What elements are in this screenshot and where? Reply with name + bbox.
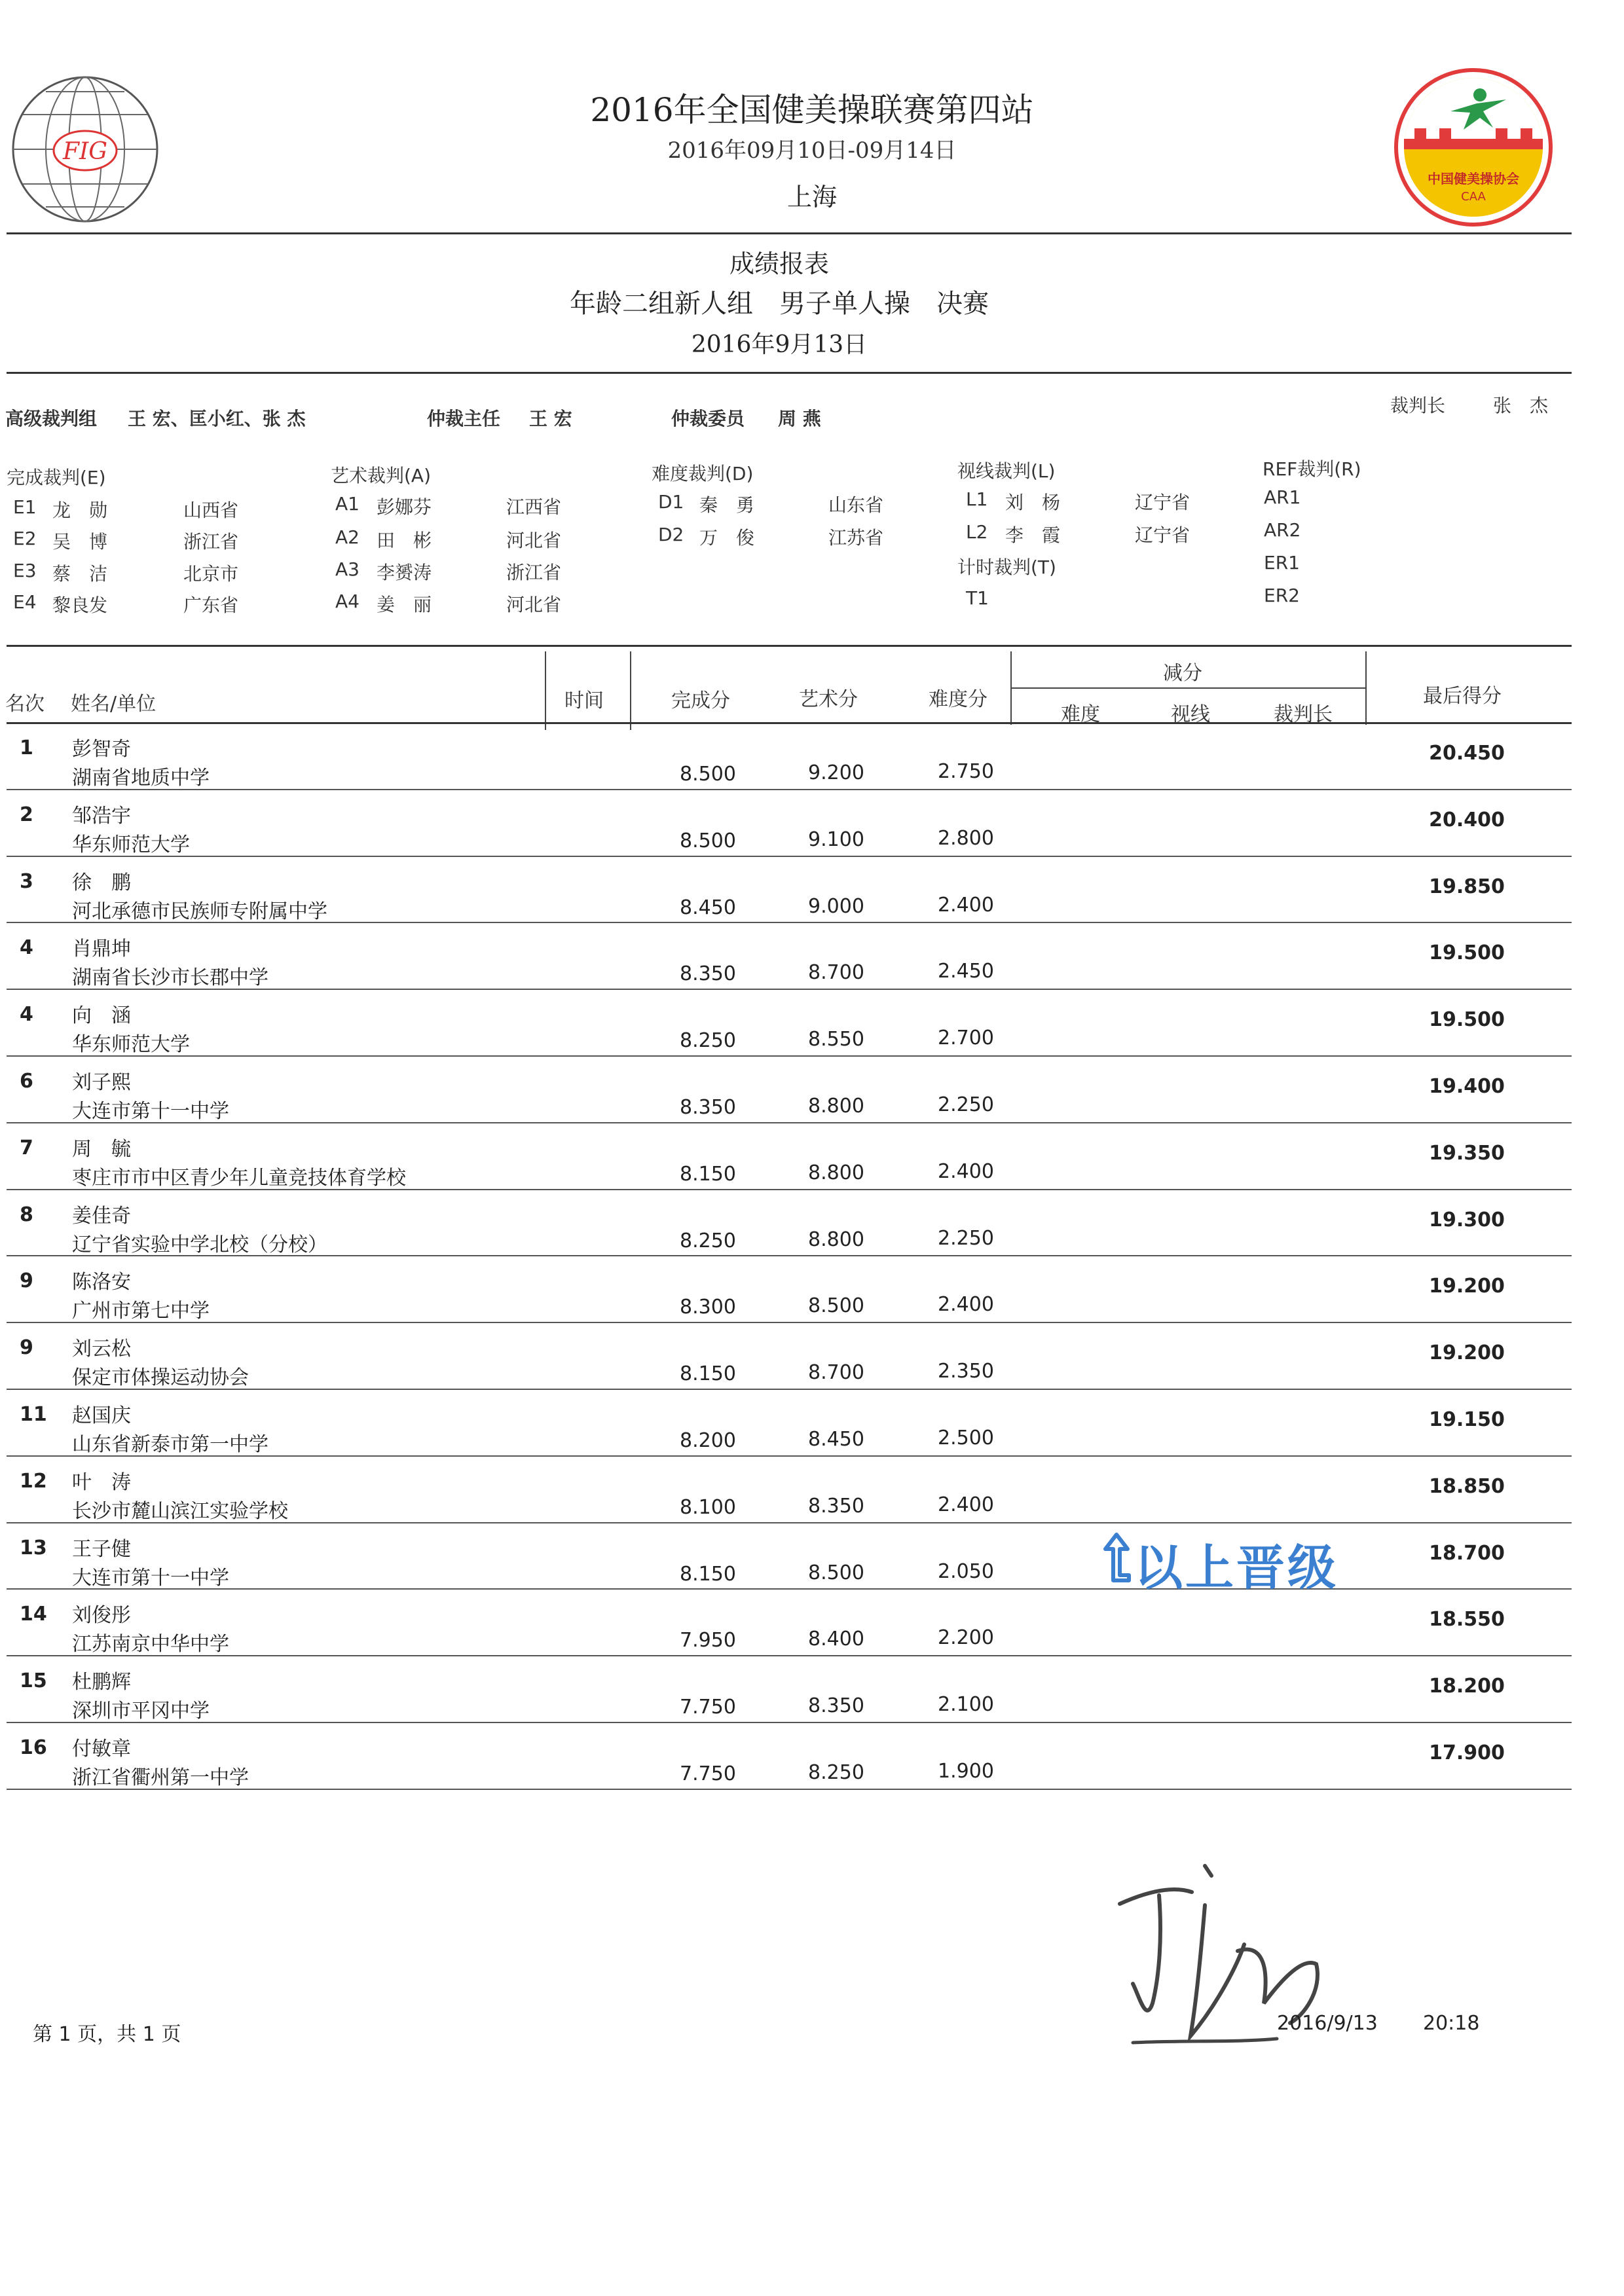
athlete-name: 彭智奇 [72, 738, 131, 761]
athlete-unit: 辽宁省实验中学北校（分校） [72, 1233, 327, 1256]
fig-logo-text: FIG [63, 138, 107, 165]
score-artistic: 9.100 [808, 828, 864, 851]
a2-name: 田 彬 [377, 530, 432, 551]
table-row-divider [7, 922, 1572, 923]
e2-code: E2 [13, 528, 37, 549]
page-info: 第 1 页，共 1 页 [33, 2023, 181, 2046]
athlete-name: 刘云松 [72, 1338, 131, 1361]
l1-code: L1 [966, 488, 988, 510]
l2-prov: 辽宁省 [1135, 524, 1190, 546]
score-artistic: 8.800 [808, 1228, 864, 1251]
ref-ar1: AR1 [1264, 486, 1301, 508]
score-execution: 8.500 [680, 829, 736, 852]
score-artistic: 8.800 [808, 1161, 864, 1184]
athlete-unit: 枣庄市市中区青少年儿童竞技体育学校 [72, 1166, 406, 1190]
score-difficulty: 2.800 [938, 826, 994, 850]
score-difficulty: 2.400 [938, 1159, 994, 1183]
score-difficulty: 1.900 [938, 1760, 994, 1783]
score-artistic: 8.250 [808, 1761, 864, 1784]
e2-name: 吴 博 [52, 531, 108, 553]
member-name: 周 燕 [778, 408, 821, 429]
result-rank: 16 [20, 1736, 47, 1759]
score-execution: 8.500 [680, 763, 736, 786]
athlete-unit: 深圳市平冈中学 [72, 1700, 210, 1723]
result-rank: 4 [20, 1003, 33, 1027]
supervisor-name: 王 宏 [529, 408, 572, 429]
table-row-divider [7, 1255, 1572, 1256]
athlete-unit: 大连市第十一中学 [72, 1100, 229, 1123]
e1-name: 龙 勋 [52, 500, 108, 521]
l1-prov: 辽宁省 [1135, 492, 1190, 513]
score-final: 18.700 [1429, 1541, 1505, 1565]
up-arrow-icon [1100, 1532, 1133, 1584]
athlete-unit: 华东师范大学 [72, 1033, 190, 1057]
chief-judge-label: 裁判长 [1390, 395, 1446, 416]
e1-code: E1 [13, 496, 37, 518]
l2-name: 李 霞 [1005, 524, 1061, 546]
ref-er1: ER1 [1264, 552, 1300, 574]
athlete-name: 杜鹏辉 [72, 1671, 131, 1694]
score-artistic: 8.700 [808, 1361, 864, 1385]
d1-name: 秦 勇 [699, 494, 755, 516]
chief-judge-name: 张 杰 [1493, 395, 1549, 416]
athlete-unit: 华东师范大学 [72, 833, 190, 856]
score-execution: 8.200 [680, 1429, 736, 1452]
score-artistic: 8.800 [808, 1095, 864, 1118]
a3-prov: 浙江省 [506, 562, 562, 583]
score-artistic: 8.450 [808, 1428, 864, 1451]
table-header-line [7, 722, 1572, 724]
a1-name: 彭娜芬 [377, 496, 432, 518]
event-city: 上海 [786, 183, 837, 211]
athlete-name: 向 涵 [72, 1004, 131, 1028]
event-dates: 2016年09月10日-09月14日 [667, 137, 957, 164]
table-row-divider [7, 1655, 1572, 1656]
advance-annotation [1100, 1524, 1388, 1596]
e3-name: 蔡 洁 [52, 563, 108, 585]
score-difficulty: 2.750 [938, 760, 994, 783]
a3-code: A3 [335, 558, 360, 580]
result-rank: 8 [20, 1203, 33, 1226]
header-artistic: 艺术分 [799, 688, 858, 711]
report-date: 2016年9月13日 [691, 331, 868, 358]
score-execution: 8.100 [680, 1495, 736, 1519]
score-difficulty: 2.450 [938, 960, 994, 983]
header-name: 姓名/单位 [71, 693, 157, 716]
print-time: 20:18 [1423, 2012, 1480, 2035]
athlete-unit: 山东省新泰市第一中学 [72, 1433, 268, 1456]
header-execution: 完成分 [671, 689, 730, 712]
header-ded-difficulty: 难度 [1061, 703, 1100, 726]
score-final: 19.500 [1429, 941, 1505, 965]
event-title: 2016年全国健美操联赛第四站 [590, 91, 1034, 129]
table-row-divider [7, 989, 1572, 990]
score-final: 19.200 [1429, 1275, 1505, 1298]
athlete-name: 刘子熙 [72, 1071, 131, 1094]
report-divider [7, 372, 1572, 374]
athlete-unit: 湖南省地质中学 [72, 767, 210, 790]
athlete-name: 王子健 [72, 1537, 131, 1561]
score-final: 20.450 [1429, 742, 1505, 765]
header-difficulty: 难度分 [929, 688, 987, 711]
artistic-label: 艺术裁判(A) [331, 465, 432, 486]
result-rank: 11 [20, 1403, 47, 1426]
athlete-name: 陈洛安 [72, 1271, 131, 1294]
table-row-divider [7, 1455, 1572, 1457]
score-final: 17.900 [1429, 1741, 1505, 1764]
score-execution: 8.300 [680, 1296, 736, 1319]
header-divider [7, 232, 1572, 234]
result-rank: 9 [20, 1336, 33, 1360]
score-difficulty: 2.700 [938, 1027, 994, 1050]
e3-prov: 北京市 [183, 563, 239, 585]
caa-logo [1388, 65, 1559, 229]
a2-code: A2 [335, 526, 360, 548]
score-final: 18.200 [1429, 1675, 1505, 1698]
a2-prov: 河北省 [506, 530, 562, 551]
score-difficulty: 2.100 [938, 1693, 994, 1717]
caa-logo-sub: CAA [1461, 190, 1486, 204]
table-row-divider [7, 1122, 1572, 1123]
score-execution: 7.950 [680, 1629, 736, 1652]
result-rank: 15 [20, 1669, 47, 1693]
athlete-name: 付敏章 [72, 1738, 131, 1760]
header-rank: 名次 [5, 693, 45, 716]
result-rank: 13 [20, 1536, 47, 1559]
athlete-name: 刘俊彤 [72, 1604, 131, 1628]
score-difficulty: 2.400 [938, 893, 994, 917]
athlete-name: 邹浩宇 [72, 804, 131, 828]
score-artistic: 8.500 [808, 1561, 864, 1584]
score-execution: 7.750 [680, 1762, 736, 1785]
score-final: 19.500 [1429, 1008, 1505, 1032]
line-label: 视线裁判(L) [957, 460, 1056, 482]
a4-code: A4 [335, 591, 360, 612]
athlete-unit: 保定市体操运动协会 [72, 1366, 249, 1390]
athlete-unit: 长沙市麓山滨江实验学校 [72, 1499, 288, 1523]
result-rank: 6 [20, 1070, 33, 1093]
result-rank: 2 [20, 803, 33, 826]
score-artistic: 8.700 [808, 961, 864, 985]
score-final: 19.200 [1429, 1341, 1505, 1365]
report-title: 成绩报表 [729, 249, 829, 278]
e1-prov: 山西省 [183, 500, 239, 521]
result-rank: 7 [20, 1136, 33, 1159]
header-deductions: 减分 [1163, 662, 1202, 685]
d2-code: D2 [658, 524, 684, 545]
execution-label: 完成裁判(E) [7, 467, 106, 488]
score-artistic: 8.550 [808, 1028, 864, 1051]
supervisor-label: 仲裁主任 [427, 408, 501, 429]
t1-code: T1 [966, 587, 989, 609]
score-artistic: 9.000 [808, 894, 864, 918]
score-execution: 8.350 [680, 962, 736, 986]
athlete-name: 周 毓 [72, 1137, 131, 1161]
score-difficulty: 2.200 [938, 1626, 994, 1650]
table-row-divider [7, 1322, 1572, 1323]
deductions-subline [1010, 687, 1365, 689]
table-vline [1365, 651, 1367, 725]
score-final: 18.550 [1429, 1608, 1505, 1631]
advance-text: 以上晋级 [1134, 1540, 1338, 1596]
score-difficulty: 2.400 [938, 1493, 994, 1516]
e4-prov: 广东省 [183, 594, 239, 616]
ref-er2: ER2 [1264, 585, 1300, 606]
ref-ar2: AR2 [1264, 519, 1301, 541]
athlete-unit: 广州市第七中学 [72, 1300, 210, 1323]
score-final: 20.400 [1429, 808, 1505, 831]
score-difficulty: 2.250 [938, 1093, 994, 1116]
table-row-divider [7, 856, 1572, 857]
score-artistic: 8.400 [808, 1628, 864, 1651]
score-execution: 8.150 [680, 1562, 736, 1586]
table-row-divider [7, 1389, 1572, 1390]
score-artistic: 8.350 [808, 1694, 864, 1718]
a4-name: 姜 丽 [377, 594, 432, 615]
score-difficulty: 2.400 [938, 1293, 994, 1317]
caa-logo-text: 中国健美操协会 [1428, 171, 1519, 187]
time-label: 计时裁判(T) [957, 556, 1056, 578]
d2-name: 万 俊 [699, 527, 755, 549]
header-time: 时间 [564, 689, 604, 712]
score-final: 19.150 [1429, 1408, 1505, 1431]
score-difficulty: 2.500 [938, 1427, 994, 1449]
score-final: 19.400 [1429, 1075, 1505, 1098]
athlete-name: 肖鼎坤 [72, 938, 131, 961]
senior-jury-label: 高级裁判组 [5, 408, 98, 429]
e4-code: E4 [13, 591, 37, 613]
table-vline [545, 651, 546, 730]
result-rank: 4 [20, 936, 33, 960]
result-rank: 12 [20, 1469, 47, 1493]
score-execution: 8.450 [680, 896, 736, 919]
score-difficulty: 2.250 [938, 1226, 994, 1250]
result-rank: 1 [20, 737, 33, 759]
a1-prov: 江西省 [506, 496, 562, 518]
report-event: 年龄二组新人组 男子单人操 决赛 [570, 289, 989, 319]
result-rank: 3 [20, 869, 33, 893]
senior-jury-names: 王 宏、匡小红、张 杰 [128, 408, 306, 429]
athlete-unit: 浙江省衢州第一中学 [72, 1766, 249, 1789]
d1-prov: 山东省 [828, 494, 884, 516]
header-final: 最后得分 [1423, 685, 1502, 708]
difficulty-label: 难度裁判(D) [652, 463, 754, 484]
result-rank: 9 [20, 1269, 33, 1293]
l1-name: 刘 杨 [1005, 492, 1061, 513]
table-vline [630, 651, 631, 730]
score-final: 19.350 [1429, 1141, 1505, 1165]
e2-prov: 浙江省 [183, 531, 239, 553]
member-label: 仲裁委员 [671, 408, 745, 429]
header-ded-line: 视线 [1171, 703, 1210, 726]
score-final: 19.300 [1429, 1208, 1505, 1231]
table-row-divider [7, 789, 1572, 790]
score-execution: 7.750 [680, 1696, 736, 1719]
score-execution: 8.250 [680, 1229, 736, 1252]
athlete-name: 赵国庆 [72, 1404, 131, 1427]
athlete-unit: 湖南省长沙市长郡中学 [72, 966, 268, 990]
d1-code: D1 [658, 491, 684, 513]
table-top-line [7, 645, 1572, 647]
score-execution: 8.250 [680, 1029, 736, 1053]
athlete-unit: 江苏南京中华中学 [72, 1633, 229, 1656]
table-row-divider [7, 1189, 1572, 1190]
athlete-name: 徐 鹏 [72, 871, 131, 894]
result-rank: 14 [20, 1603, 47, 1626]
ref-label: REF裁判(R) [1263, 458, 1361, 480]
header-ded-chief: 裁判长 [1274, 703, 1333, 726]
score-final: 18.850 [1429, 1474, 1505, 1498]
print-date: 2016/9/13 [1277, 2012, 1378, 2035]
score-final: 19.850 [1429, 875, 1505, 898]
score-execution: 8.350 [680, 1096, 736, 1119]
score-execution: 8.150 [680, 1362, 736, 1386]
score-artistic: 9.200 [808, 761, 864, 784]
athlete-name: 姜佳奇 [72, 1204, 131, 1228]
score-difficulty: 2.350 [938, 1360, 994, 1383]
a3-name: 李赟涛 [377, 562, 432, 583]
athlete-unit: 河北承德市民族师专附属中学 [72, 900, 327, 923]
score-artistic: 8.500 [808, 1294, 864, 1318]
table-row-divider [7, 1722, 1572, 1723]
table-row-divider [7, 1522, 1572, 1523]
score-execution: 8.150 [680, 1162, 736, 1186]
a4-prov: 河北省 [506, 594, 562, 615]
e4-name: 黎良发 [52, 594, 108, 616]
athlete-name: 叶 涛 [72, 1470, 131, 1494]
d2-prov: 江苏省 [828, 527, 884, 549]
score-artistic: 8.350 [808, 1494, 864, 1518]
table-row-divider [7, 1055, 1572, 1057]
a1-code: A1 [335, 493, 360, 515]
e3-code: E3 [13, 560, 37, 581]
table-row-divider [7, 1789, 1572, 1790]
score-difficulty: 2.050 [938, 1559, 994, 1583]
athlete-unit: 大连市第十一中学 [72, 1566, 229, 1590]
l2-code: L2 [966, 521, 988, 543]
